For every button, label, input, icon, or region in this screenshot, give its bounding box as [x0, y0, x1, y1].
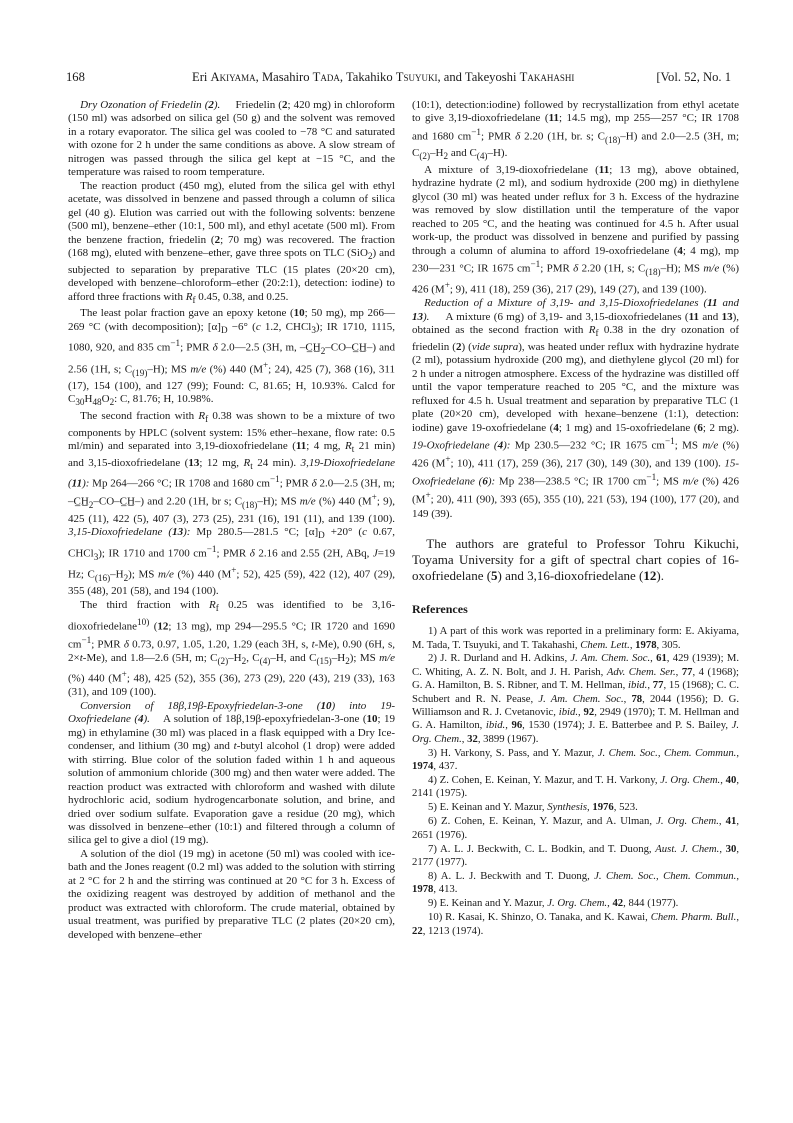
volume-issue: [Vol. 52, No. 1	[656, 70, 731, 84]
reference-item: 9) E. Keinan and Y. Mazur, J. Org. Chem., 42, 844 (1977).	[428, 897, 679, 910]
left-column-paragraph: A solution of the diol (19 mg) in acetone (50 ml) was cooled with ice-bath and the Jones reagent (0.2 ml) was added to the solution with stirring at 2 °C for 2 h and the stirring was continued at 20 °C for 3 h. Excess of the oxidizing reagent was destroyed by addition of methanol and the product was extracted with chloroform. The crude material, obtained by usual treatment, was purified by preparative TLC (2 plates (20×20 cm), developed with benzene–ether	[68, 847, 395, 941]
running-header	[66, 70, 731, 90]
page-number: 168	[66, 70, 85, 84]
left-column-paragraph: The second fraction with $R_f$ 0.38 was shown to be a mixture of two components by HPLC (solvent system: 15% ether–hexane, flow rate: 0.5 ml/min) and separated into 3,19-dioxofriedelane (11; 4 mg, $R_t$ 21 min) and 3,15-dioxofriedelane (13; 12 mg, $R_t$ 24 min). 3,19-Dioxofriedelane (11): Mp 264—266 °C; IR 1708 and 1680 $cm^{-1}$; PMR δ 2.0—2.5 (3H, m; $-C̲H̲_2-CO-C̲H̲-$) and 2.20 (1H, br s; $C_{(18)}-H$); MS m/e (%) 440 (M+; 9), 425 (11), 422 (5), 407 (3), 273 (25), 231 (16), 191 (11), and 139 (100). 3,15-Dioxofriedelane (13): Mp 280.5—281.5 °C; $[\alpha]_D +20^\circ$ (c 0.67, CHCl$_3$); IR 1710 and 1700 $cm^{-1}$; PMR δ 2.16 and 2.55 (2H, ABq, J=19 Hz; $C_{(16)}-H_2$); MS m/e (%) 440 (M+; 52), 425 (59), 422 (12), 407 (29), 355 (48), 201 (58), and 194 (100).	[68, 409, 396, 598]
references-list	[412, 625, 739, 938]
right-column-paragraph: A mixture of 3,19-dioxofriedelane (11; 13 mg), above obtained, hydrazine hydrate (2 ml), and sodium hydroxide (200 mg) in diethylene glycol (30 ml) was heated under reflux for 3 h. Excess of the hydrazine was removed by slow distillation until the temperature of the vapor reached to 205 °C, and the heating was continued for 4.5 h. After usual work-up, the product was dissolved in benzene and purified by passing through a column of alumina to afford 19-oxofriedelane (4; 4 mg), mp 230—231 °C; IR 1675 $cm^{-1}$; PMR δ 2.20 (1H, s; $C_{(18)}-H$); MS m/e (%) 426 (M+; 9), 411 (18), 259 (36), 217 (29), 149 (27), and 139 (100).	[412, 163, 740, 296]
right-column	[412, 99, 739, 938]
left-column-paragraph: The reaction product (450 mg), eluted from the silica gel with ethyl acetate, was dissolved in benzene and passed through a column of silica gel (40 g). Elution was carried out with the following solvents: benzene (500 ml), benzene–ether (10:1, 500 ml), and ethyl acetate (500 ml). From the benzene fraction, friedelin (2; 70 mg) was recovered. The fraction (168 mg), eluted with benzene–ether, gave three spots on TLC (SiO$_2$) and subjected to separation by preparative TLC (15 plates (20×20 cm), developed with benzene–chloroform–ether (20:2:1), detection: iodine) to afford three fractions with $R_f$ 0.45, 0.38, and 0.25.	[68, 179, 396, 305]
reference-item: 8) A. L. J. Beckwith and T. Duong, J. Chem. Soc., Chem. Commun., 1978, 413.	[412, 869, 739, 896]
left-column-paragraph: The third fraction with $R_f$ 0.25 was identified to be 3,16-dioxofriedelane$^{10)}$ (12; 13 mg), mp 294—295.5 °C; IR 1720 and 1690 $cm^{-1}$; PMR δ 0.73, 0.97, 1.05, 1.20, 1.29 (each 3H, s, t-Me), 0.90 (6H, s, 2×t-Me), and 1.8—2.6 (5H, m; $C_{(2)}-H_2$, $C_{(4)}-H$, and $C_{(15)}-H_2$); MS m/e (%) 440 (M+; 48), 425 (52), 355 (36), 273 (29), 220 (43), 219 (33), 163 (31), and 109 (100).	[68, 598, 395, 699]
reference-item: 5) E. Keinan and Y. Mazur, Synthesis, 1976, 523.	[428, 801, 638, 814]
reference-item: 6) Z. Cohen, E. Keinan, Y. Mazur, and A. Ulman, J. Org. Chem., 41, 2651 (1976).	[412, 815, 740, 841]
left-column-paragraph: Conversion of 18β,19β-Epoxyfriedelan-3-one (10) into 19-Oxofriedelane (4). A solution of 18β,19β-epoxyfriedelan-3-one (10; 19 mg) in ethylamine (30 ml) was placed in a flask equipped with a Dry Ice-condenser, and lithium (30 mg) and t-butyl alcohol (1 drop) were added with stirring. Blue color of the solution faded within 1 h and aqueous solution of ammonium chloride (300 mg) and then water were added. The reaction product was extracted with chloroform and washed with dilute hydrochloric acid, sodium hydrogencarbonate solution, and brine, and dried over sodium sulfate. Evaporation gave a residue (20 mg), which was dissolved in benzene–ether (10:1) and filtered through a column of silica gel to give a diol (19 mg).	[68, 699, 396, 847]
acknowledgment: The authors are grateful to Professor Tohru Kikuchi, Toyama University for a gift of spectral chart copies of 16-oxofriedelane (5) and 3,16-dioxofriedelane (12).	[412, 536, 739, 584]
left-column	[68, 99, 395, 942]
references-heading: References	[412, 601, 468, 616]
reference-item: 1) A part of this work was reported in a preliminary form: E. Akiyama, M. Tada, T. Tsuyuki, and T. Takahashi, Chem. Lett., 1978, 305.	[412, 625, 739, 651]
reference-item: 7) A. L. J. Beckwith, C. L. Bodkin, and T. Duong, Aust. J. Chem., 30, 2177 (1977).	[412, 842, 740, 868]
reference-item: 4) Z. Cohen, E. Keinan, Y. Mazur, and T. H. Varkony, J. Org. Chem., 40, 2141 (1975).	[412, 774, 739, 800]
reference-item: 10) R. Kasai, K. Shinzo, O. Tanaka, and K. Kawai, Chem. Pharm. Bull., 22, 1213 (1974).	[412, 911, 739, 937]
left-column-paragraph: The least polar fraction gave an epoxy ketone (10; 50 mg), mp 266—269 °C (with decomposition); $[\alpha]_D -6^\circ$ (c 1.2, CHCl$_3$); IR 1710, 1115, 1080, 920, and 835 $cm^{-1}$; PMR δ 2.0—2.5 (3H, m, $-C̲H̲_2-CO-C̲H̲-$) and 2.56 (1H, s; $C_{(19)}-H$); MS m/e (%) 440 (M+; 24), 425 (7), 368 (16), 311 (17), 154 (100), and 127 (99); Found: C, 81.65; H, 10.93%. Calcd for $C_{30}H_{48}O_2$: C, 81.76; H, 10.98%.	[68, 307, 396, 408]
experimental-continued	[412, 99, 739, 521]
reference-item: 3) H. Varkony, S. Pass, and Y. Mazur, J. Chem. Soc., Chem. Commun., 1974, 437.	[412, 746, 740, 773]
left-column-paragraph: Dry Ozonation of Friedelin (2). Friedelin (2; 420 mg) in chloroform (150 ml) was adsorbed on silica gel (50 g) and the solvent was removed in a rotary evaporator. The silica gel was cooled to −78 °C and saturated with ozone for 2 h under the same conditions as above. A slow stream of nitrogen was passed through the silica gel kept at −15 °C, and the temperature was raised to room temperature.	[68, 99, 395, 179]
reference-item: 2) J. R. Durland and H. Adkins, J. Am. Chem. Soc., 61, 429 (1939); M. C. Whiting, A. Z. N. Bolt, and J. H. Parish, Adv. Chem. Ser., 77, 4 (1968); G. A. Hamilton, B. S. Ribner, and T. M. Hellman, ibid., 77, 15 (1968); C. C. Schubert and R. N. Pease, J. Am. Chem. Soc., 78, 2044 (1956); D. G. Williamson and R. J. Cvetanovic, ibid., 92, 2949 (1970); T. M. Hellman and G. A. Hamilton, ibid., 96, 1530 (1974); J. E. Batterbee and P. S. Bailey, J. Org. Chem., 32, 3899 (1967).	[412, 652, 740, 745]
right-column-paragraph: Reduction of a Mixture of 3,19- and 3,15-Dioxofriedelanes (11 and 13). A mixture (6 mg) of 3,19- and 3,15-dioxofriedelanes (11 and 13), obtained as the second fraction with $R_f$ 0.38 in the dry ozonation of friedelin (2) (vide supra), was heated under reflux with hydrazine hydrate (2 ml), potassium hydroxide (200 mg), and diethylene glycol (20 ml) for 2 h under a nitrogen atmosphere. Excess of the hydrazine was distilled off until the vapor temperature reached to 205 °C, and the mixture was refluxed for 4.5 h. Usual treatment and separation by preparative TLC (1 plate (20×20 cm), developed with hexane–benzene (1:1), detection: iodine) gave 19-oxofriedelane (4; 1 mg) and 15-oxofriedelane (6; 2 mg). 19-Oxofriedelane (4): Mp 230.5—232 °C; IR 1675 $cm^{-1}$; MS m/e (%) 426 (M+; 10), 411 (17), 259 (36), 217 (30), 149 (30), and 139 (100). 15-Oxofriedelane (6): Mp 238—238.5 °C; IR 1700 $cm^{-1}$; MS m/e (%) 426 (M+; 20), 411 (90), 393 (65), 355 (10), 221 (53), 194 (100), 177 (20), and 149 (39).	[412, 297, 740, 520]
running-header-authors: Eri Akiyama, Masahiro Tada, Takahiko Tsuyuki, and Takeyoshi Takahashi	[192, 70, 575, 84]
right-column-paragraph: (10:1), detection:iodine) followed by recrystallization from ethyl acetate to give 3,19-dioxofriedelane (11; 14.5 mg), mp 255—257 °C; IR 1708 and 1680 $cm^{-1}$; PMR δ 2.20 (1H, br. s; $C_{(18)}-H$) and 2.0—2.5 (3H, m; $C_{(2)}-H_2$ and $C_{(4)}-H$).	[412, 99, 740, 162]
